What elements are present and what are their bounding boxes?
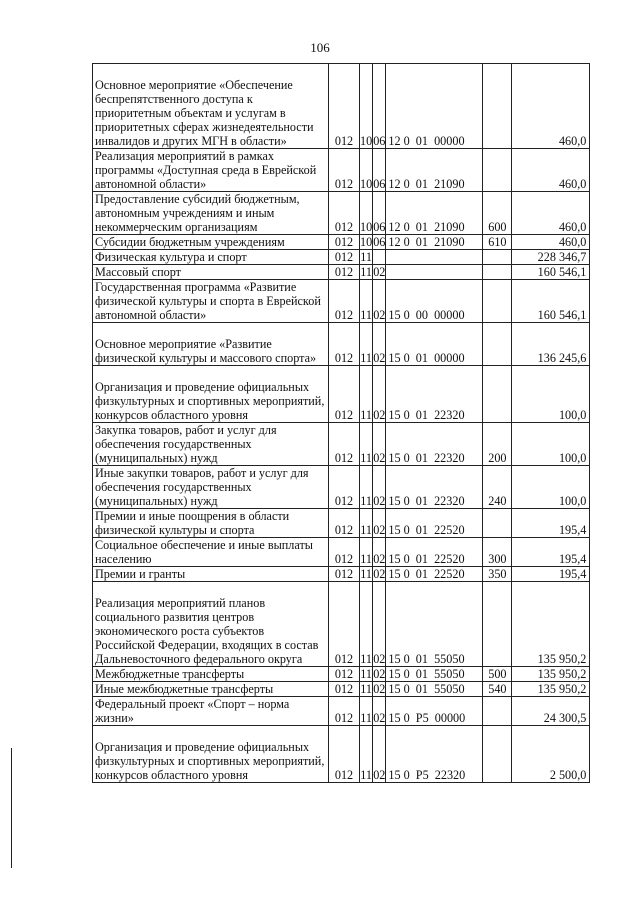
expense-type-code-cell — [483, 280, 512, 323]
amount-cell — [512, 567, 590, 582]
target-article-code: 12 0 01 00000 — [388, 134, 465, 148]
target-article-code-cell — [386, 280, 483, 323]
section-code-cell — [360, 466, 373, 509]
amount-cell — [512, 682, 590, 697]
admin-code: 012 — [334, 667, 354, 681]
admin-code-cell — [329, 149, 360, 192]
section-code-cell — [360, 423, 373, 466]
subsection-code: 06 — [373, 134, 386, 148]
target-article-code-cell — [386, 667, 483, 682]
amount: 24 300,5 — [543, 711, 587, 725]
section-code: 11 — [360, 408, 372, 422]
subsection-code-cell — [373, 250, 386, 265]
target-article-code: 15 0 01 22520 — [388, 552, 465, 566]
row-name-cell — [93, 423, 329, 466]
expense-type-code: 240 — [488, 494, 507, 508]
amount: 460,0 — [558, 220, 587, 234]
amount-cell — [512, 280, 590, 323]
subsection-code: 02 — [373, 667, 386, 681]
expense-type-code-cell — [483, 726, 512, 783]
section-code: 11 — [360, 711, 372, 725]
subsection-code: 06 — [373, 235, 386, 249]
subsection-code-cell — [373, 509, 386, 538]
expense-type-code-cell — [483, 323, 512, 366]
row-name: Федеральный проект «Спорт – норма жизни» — [95, 697, 290, 725]
table-row — [93, 582, 590, 667]
admin-code: 012 — [334, 134, 354, 148]
admin-code-cell — [329, 682, 360, 697]
subsection-code-cell — [373, 697, 386, 726]
subsection-code: 06 — [373, 177, 386, 191]
amount-cell — [512, 235, 590, 250]
amount-cell — [512, 64, 590, 149]
expense-type-code: 540 — [488, 682, 507, 696]
target-article-code: 12 0 01 21090 — [388, 177, 465, 191]
amount-cell — [512, 192, 590, 235]
target-article-code: 12 0 01 21090 — [388, 235, 465, 249]
section-code: 11 — [360, 552, 372, 566]
row-name: Закупка товаров, работ и услуг для обеспечения государственных (муниципальных) нужд — [95, 423, 277, 465]
admin-code: 012 — [334, 768, 354, 782]
target-article-code: 15 0 01 22520 — [388, 567, 465, 581]
section-code-cell — [360, 567, 373, 582]
amount: 135 950,2 — [537, 652, 587, 666]
subsection-code-cell — [373, 466, 386, 509]
row-name: Иные закупки товаров, работ и услуг для обеспечения государственных (муниципальных) нужд — [95, 466, 309, 508]
table-row — [93, 466, 590, 509]
subsection-code-cell — [373, 682, 386, 697]
section-code-cell — [360, 726, 373, 783]
subsection-code-cell — [373, 64, 386, 149]
row-name: Организация и проведение официальных физкультурных и спортивных мероприятий, конкурсов областного уровня — [95, 740, 325, 782]
subsection-code-cell — [373, 582, 386, 667]
target-article-code: 12 0 01 21090 — [388, 220, 465, 234]
subsection-code-cell — [373, 667, 386, 682]
row-name-cell — [93, 265, 329, 280]
table-row — [93, 64, 590, 149]
target-article-code: 15 0 01 55050 — [388, 682, 465, 696]
target-article-code-cell — [386, 509, 483, 538]
admin-code-cell — [329, 366, 360, 423]
table-row — [93, 323, 590, 366]
amount-cell — [512, 726, 590, 783]
subsection-code: 02 — [373, 768, 386, 782]
section-code-cell — [360, 538, 373, 567]
admin-code-cell — [329, 323, 360, 366]
section-code-cell — [360, 682, 373, 697]
admin-code-cell — [329, 567, 360, 582]
row-name: Массовый спорт — [95, 265, 181, 279]
expense-type-code-cell — [483, 697, 512, 726]
section-code: 11 — [360, 768, 372, 782]
section-code: 11 — [360, 265, 372, 279]
row-name: Реализация мероприятий в рамках программы «Доступная среда в Еврейской автономной области» — [95, 149, 317, 191]
amount-cell — [512, 697, 590, 726]
amount-cell — [512, 265, 590, 280]
amount-cell — [512, 667, 590, 682]
section-code: 11 — [360, 667, 372, 681]
expense-type-code: 610 — [488, 235, 507, 249]
amount: 160 546,1 — [537, 265, 587, 279]
row-name: Организация и проведение официальных физкультурных и спортивных мероприятий, конкурсов областного уровня — [95, 380, 325, 422]
subsection-code-cell — [373, 265, 386, 280]
admin-code-cell — [329, 582, 360, 667]
target-article-code: 15 0 01 00000 — [388, 351, 465, 365]
subsection-code: 02 — [373, 308, 386, 322]
target-article-code-cell — [386, 567, 483, 582]
row-name: Межбюджетные трансферты — [95, 667, 245, 681]
expense-type-code-cell — [483, 366, 512, 423]
amount: 460,0 — [558, 177, 587, 191]
amount-cell — [512, 366, 590, 423]
section-code: 10 — [360, 134, 373, 148]
section-code: 10 — [360, 177, 373, 191]
subsection-code: 02 — [373, 408, 386, 422]
table-row — [93, 423, 590, 466]
subsection-code-cell — [373, 280, 386, 323]
section-code-cell — [360, 250, 373, 265]
row-name: Основное мероприятие «Обеспечение беспрепятственного доступа к приоритетным объектам и услугам в приоритетных сферах жизнедеятельности инвалидов и других МГН в области» — [95, 78, 314, 148]
target-article-code: 15 0 01 22520 — [388, 523, 465, 537]
expense-type-code-cell — [483, 250, 512, 265]
table-row — [93, 280, 590, 323]
amount: 100,0 — [558, 494, 587, 508]
table-row — [93, 192, 590, 235]
page-number: 106 — [310, 40, 330, 55]
admin-code: 012 — [334, 308, 354, 322]
target-article-code-cell — [386, 323, 483, 366]
subsection-code-cell — [373, 538, 386, 567]
amount-cell — [512, 250, 590, 265]
row-name-cell — [93, 280, 329, 323]
section-code: 10 — [360, 220, 373, 234]
subsection-code-cell — [373, 423, 386, 466]
target-article-code: 15 0 01 22320 — [388, 494, 465, 508]
subsection-code: 02 — [373, 682, 386, 696]
target-article-code-cell — [386, 366, 483, 423]
expense-type-code-cell — [483, 423, 512, 466]
table-row — [93, 682, 590, 697]
amount: 460,0 — [558, 134, 587, 148]
row-name-cell — [93, 149, 329, 192]
section-code-cell — [360, 667, 373, 682]
expense-type-code-cell — [483, 64, 512, 149]
target-article-code-cell — [386, 697, 483, 726]
subsection-code-cell — [373, 726, 386, 783]
table-row — [93, 726, 590, 783]
row-name-cell — [93, 682, 329, 697]
admin-code-cell — [329, 192, 360, 235]
amount-cell — [512, 149, 590, 192]
row-name: Премии и иные поощрения в области физической культуры и спорта — [95, 509, 290, 537]
expense-type-code: 200 — [488, 451, 507, 465]
admin-code: 012 — [334, 265, 354, 279]
table-row — [93, 509, 590, 538]
subsection-code-cell — [373, 149, 386, 192]
table-row — [93, 667, 590, 682]
section-code: 11 — [360, 682, 372, 696]
section-code-cell — [360, 509, 373, 538]
amount-cell — [512, 582, 590, 667]
row-name: Государственная программа «Развитие физической культуры и спорта в Еврейской автономной области» — [95, 280, 321, 322]
amount-cell — [512, 538, 590, 567]
amount: 100,0 — [558, 451, 587, 465]
amount-cell — [512, 466, 590, 509]
subsection-code-cell — [373, 366, 386, 423]
table-row — [93, 235, 590, 250]
target-article-code-cell — [386, 265, 483, 280]
row-name-cell — [93, 250, 329, 265]
row-name-cell — [93, 323, 329, 366]
expense-type-code-cell — [483, 235, 512, 250]
admin-code-cell — [329, 509, 360, 538]
table-row — [93, 366, 590, 423]
row-name-cell — [93, 582, 329, 667]
row-name: Физическая культура и спорт — [95, 250, 247, 264]
table-row — [93, 567, 590, 582]
admin-code: 012 — [334, 250, 354, 264]
section-code: 11 — [360, 652, 372, 666]
amount: 100,0 — [558, 408, 587, 422]
row-name: Премии и гранты — [95, 567, 186, 581]
target-article-code: 15 0 00 00000 — [388, 308, 465, 322]
section-code-cell — [360, 323, 373, 366]
subsection-code: 02 — [373, 451, 386, 465]
amount: 135 950,2 — [537, 667, 587, 681]
expense-type-code-cell — [483, 192, 512, 235]
row-name-cell — [93, 64, 329, 149]
expense-type-code: 300 — [488, 552, 507, 566]
section-code-cell — [360, 235, 373, 250]
amount-cell — [512, 509, 590, 538]
section-code-cell — [360, 366, 373, 423]
section-code: 11 — [360, 567, 372, 581]
row-name: Реализация мероприятий планов социального развития центров экономического роста субъектов Российской Федерации, входящих в состав Дальневосточного федерального округа — [95, 596, 319, 666]
admin-code-cell — [329, 466, 360, 509]
row-name-cell — [93, 726, 329, 783]
admin-code: 012 — [334, 351, 354, 365]
subsection-code: 02 — [373, 711, 386, 725]
row-name-cell — [93, 567, 329, 582]
target-article-code-cell — [386, 726, 483, 783]
section-code-cell — [360, 192, 373, 235]
row-name-cell — [93, 667, 329, 682]
admin-code: 012 — [334, 451, 354, 465]
target-article-code: 15 0 01 55050 — [388, 652, 465, 666]
expense-type-code-cell — [483, 682, 512, 697]
target-article-code-cell — [386, 423, 483, 466]
target-article-code: 15 0 P5 00000 — [388, 711, 466, 725]
subsection-code-cell — [373, 235, 386, 250]
target-article-code: 15 0 01 55050 — [388, 667, 465, 681]
section-code-cell — [360, 280, 373, 323]
admin-code-cell — [329, 667, 360, 682]
table-row — [93, 265, 590, 280]
target-article-code-cell — [386, 192, 483, 235]
table-row — [93, 538, 590, 567]
expense-type-code-cell — [483, 567, 512, 582]
amount: 135 950,2 — [537, 682, 587, 696]
admin-code: 012 — [334, 652, 354, 666]
admin-code-cell — [329, 64, 360, 149]
expense-type-code-cell — [483, 509, 512, 538]
row-name-cell — [93, 192, 329, 235]
expense-type-code-cell — [483, 538, 512, 567]
section-code-cell — [360, 265, 373, 280]
margin-mark — [11, 748, 12, 868]
target-article-code-cell — [386, 149, 483, 192]
admin-code: 012 — [334, 552, 354, 566]
subsection-code: 02 — [373, 351, 386, 365]
admin-code-cell — [329, 250, 360, 265]
budget-table-body — [93, 64, 590, 783]
admin-code: 012 — [334, 177, 354, 191]
section-code-cell — [360, 149, 373, 192]
amount: 195,4 — [558, 523, 587, 537]
admin-code: 012 — [334, 523, 354, 537]
section-code-cell — [360, 64, 373, 149]
subsection-code: 06 — [373, 220, 386, 234]
admin-code: 012 — [334, 220, 354, 234]
admin-code: 012 — [334, 567, 354, 581]
target-article-code-cell — [386, 538, 483, 567]
row-name: Основное мероприятие «Развитие физической культуры и массового спорта» — [95, 337, 317, 365]
row-name-cell — [93, 697, 329, 726]
target-article-code: 15 0 01 22320 — [388, 408, 465, 422]
row-name-cell — [93, 366, 329, 423]
expense-type-code-cell — [483, 265, 512, 280]
admin-code: 012 — [334, 408, 354, 422]
budget-table — [92, 63, 590, 783]
admin-code-cell — [329, 423, 360, 466]
subsection-code: 02 — [373, 652, 386, 666]
amount: 2 500,0 — [549, 768, 587, 782]
admin-code: 012 — [334, 494, 354, 508]
section-code: 10 — [360, 235, 373, 249]
subsection-code-cell — [373, 192, 386, 235]
expense-type-code-cell — [483, 582, 512, 667]
amount: 195,4 — [558, 552, 587, 566]
row-name-cell — [93, 235, 329, 250]
row-name: Предоставление субсидий бюджетным, автономным учреждениям и иным некоммерческим организациям — [95, 192, 300, 234]
amount-cell — [512, 423, 590, 466]
section-code: 11 — [360, 351, 372, 365]
target-article-code: 15 0 P5 22320 — [388, 768, 466, 782]
expense-type-code-cell — [483, 667, 512, 682]
row-name: Субсидии бюджетным учреждениям — [95, 235, 285, 249]
expense-type-code-cell — [483, 149, 512, 192]
target-article-code-cell — [386, 64, 483, 149]
admin-code-cell — [329, 280, 360, 323]
section-code: 11 — [360, 308, 372, 322]
target-article-code-cell — [386, 250, 483, 265]
table-row — [93, 250, 590, 265]
expense-type-code: 500 — [488, 667, 507, 681]
admin-code-cell — [329, 538, 360, 567]
subsection-code: 02 — [373, 265, 386, 279]
target-article-code-cell — [386, 682, 483, 697]
row-name: Иные межбюджетные трансферты — [95, 682, 274, 696]
amount: 136 245,6 — [537, 351, 587, 365]
admin-code-cell — [329, 697, 360, 726]
amount: 460,0 — [558, 235, 587, 249]
subsection-code: 02 — [373, 494, 386, 508]
expense-type-code: 600 — [488, 220, 507, 234]
subsection-code-cell — [373, 567, 386, 582]
admin-code-cell — [329, 235, 360, 250]
amount: 228 346,7 — [537, 250, 587, 264]
target-article-code: 15 0 01 22320 — [388, 451, 465, 465]
subsection-code: 02 — [373, 567, 386, 581]
section-code: 11 — [360, 451, 372, 465]
table-row — [93, 149, 590, 192]
section-code: 11 — [360, 523, 372, 537]
admin-code-cell — [329, 265, 360, 280]
amount: 160 546,1 — [537, 308, 587, 322]
subsection-code: 02 — [373, 523, 386, 537]
section-code: 11 — [360, 494, 372, 508]
row-name: Социальное обеспечение и иные выплаты населению — [95, 538, 313, 566]
admin-code: 012 — [334, 235, 354, 249]
expense-type-code: 350 — [488, 567, 507, 581]
subsection-code-cell — [373, 323, 386, 366]
table-row — [93, 697, 590, 726]
target-article-code-cell — [386, 582, 483, 667]
admin-code: 012 — [334, 682, 354, 696]
target-article-code-cell — [386, 235, 483, 250]
target-article-code-cell — [386, 466, 483, 509]
subsection-code: 02 — [373, 552, 386, 566]
section-code: 11 — [360, 250, 372, 264]
amount: 195,4 — [558, 567, 587, 581]
row-name-cell — [93, 538, 329, 567]
expense-type-code-cell — [483, 466, 512, 509]
row-name-cell — [93, 509, 329, 538]
section-code-cell — [360, 697, 373, 726]
admin-code-cell — [329, 726, 360, 783]
amount-cell — [512, 323, 590, 366]
section-code-cell — [360, 582, 373, 667]
admin-code: 012 — [334, 711, 354, 725]
row-name-cell — [93, 466, 329, 509]
